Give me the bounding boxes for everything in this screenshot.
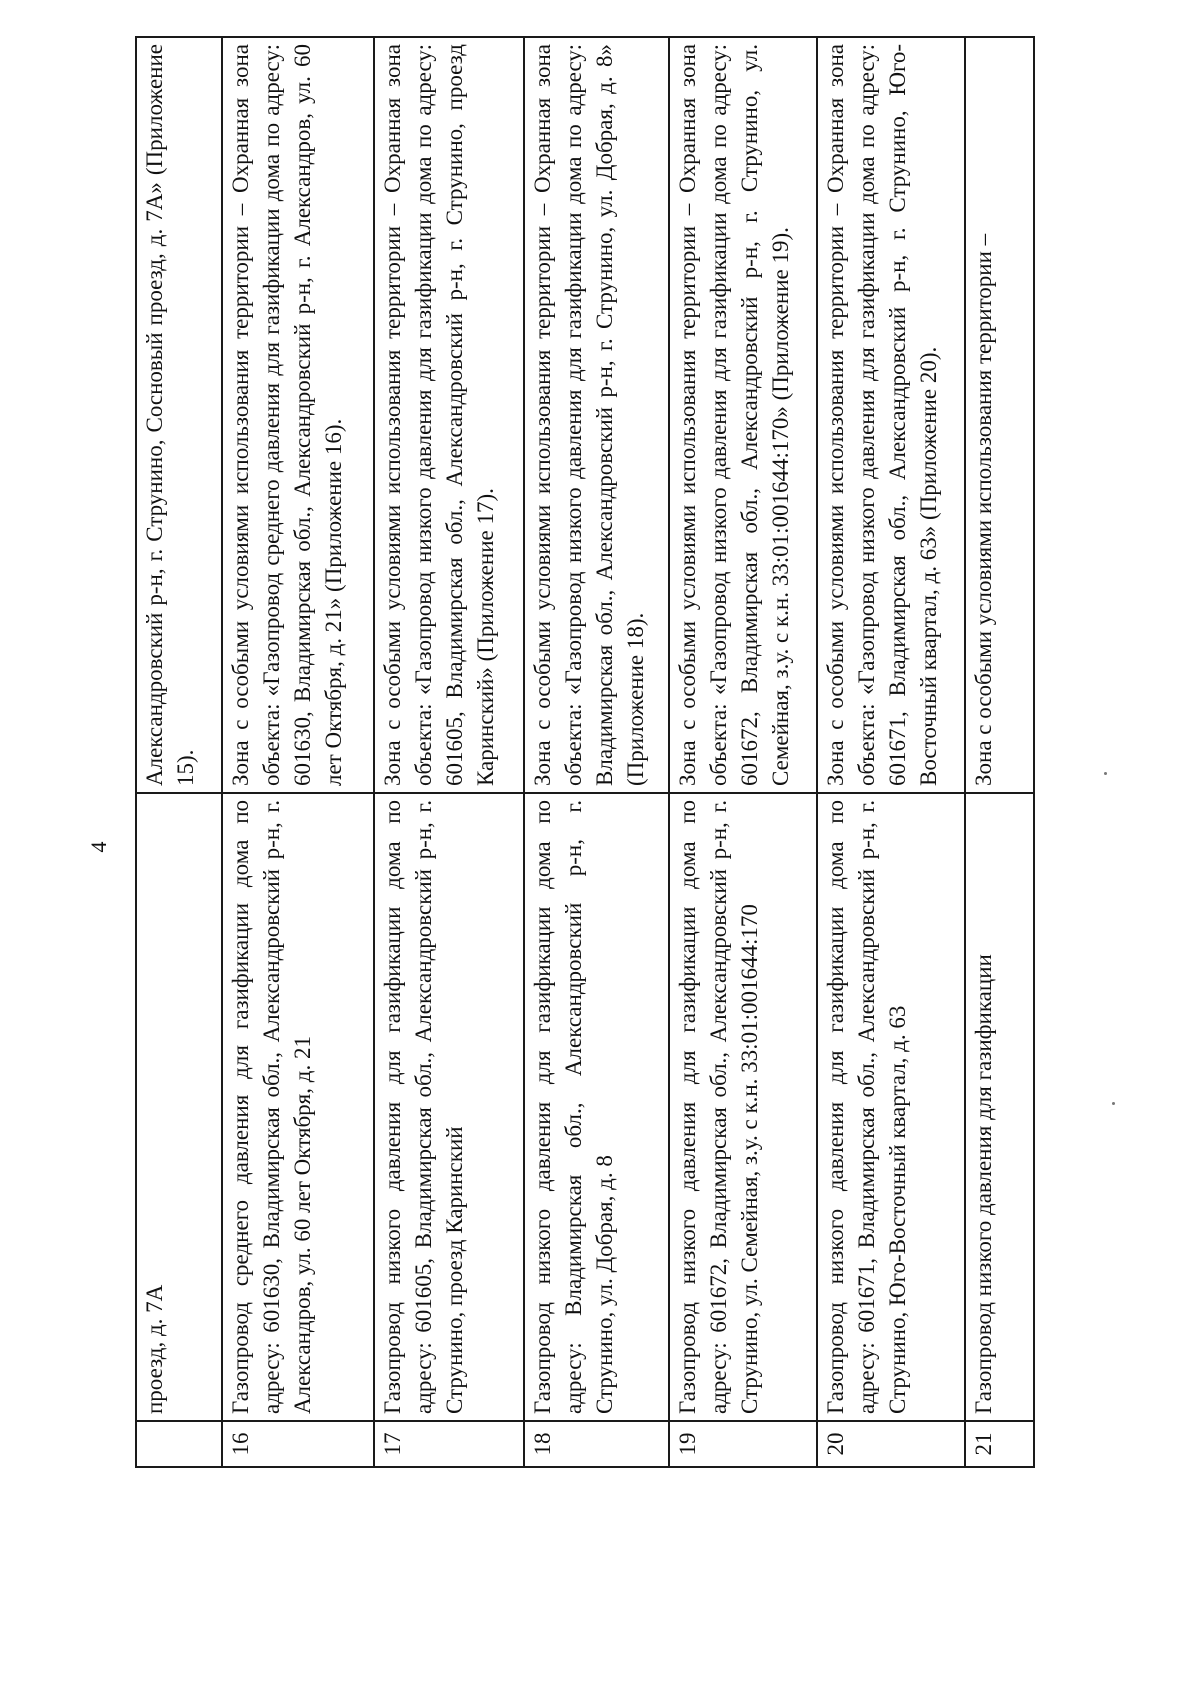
object-description-cell: Газопровод среднего давления для газификации дома по адресу: 601630, Владимирская обл., Александровский р-н, г. Александров, ул. 60 лет Октября, д. 21 (222, 793, 374, 1421)
registry-table (135, 36, 1035, 1468)
object-description-cell: Газопровод низкого давления для газификации дома по адресу: 601672, Владимирская обл., Александровский р-н, г. Струнино, ул. Семейная, з.у. с к.н. 33:01:001644:170 (669, 793, 817, 1421)
row-number-cell: 18 (524, 1421, 669, 1467)
table-row (222, 37, 374, 1467)
row-number-cell (136, 1421, 222, 1467)
zone-description-cell: Зона с особыми условиями использования территории – Охранная зона объекта: «Газопровод низкого давления для газификации дома по адресу: 601671, Владимирская обл., Александровский р-н, г. Струнино, Юго-Восточный квартал, д. 63» (Приложение 20). (817, 37, 965, 793)
object-description-cell: проезд, д. 7А (136, 793, 222, 1421)
row-number-cell: 21 (965, 1421, 1034, 1467)
zone-description-cell: Зона с особыми условиями использования территории – Охранная зона объекта: «Газопровод среднего давления для газификации дома по адресу: 601630, Владимирская обл., Александровский р-н, г. Александров, ул. 60 лет Октября, д. 21» (Приложение 16). (222, 37, 374, 793)
table-row (817, 37, 965, 1467)
zone-description-cell: Зона с особыми условиями использования территории – Охранная зона объекта: «Газопровод низкого давления для газификации дома по адресу: 601605, Владимирская обл., Александровский р-н, г. Струнино, проезд Каринский» (Приложение 17). (374, 37, 524, 793)
object-description-cell: Газопровод низкого давления для газификации дома по адресу: Владимирская обл., Александровский р-н, г. Струнино, ул. Добрая, д. 8 (524, 793, 669, 1421)
table-row (374, 37, 524, 1467)
table-row (524, 37, 669, 1467)
rotated-table-wrapper (135, 38, 1033, 1468)
page-number: 4 (86, 841, 111, 853)
table-row (136, 37, 222, 1467)
zone-description-cell: Зона с особыми условиями использования территории – Охранная зона объекта: «Газопровод низкого давления для газификации дома по адресу: Владимирская обл., Александровский р-н, г. Струнино, ул. Добрая, д. 8» (Приложение 18). (524, 37, 669, 793)
zone-description-cell: Зона с особыми условиями использования территории – Охранная зона объекта: «Газопровод низкого давления для газификации дома по адресу: 601672, Владимирская обл., Александровский р-н, г. Струнино, ул. Семейная, з.у. с к.н. 33:01:001644:170» (Приложение 19). (669, 37, 817, 793)
table-row (965, 37, 1034, 1467)
scan-speck (1112, 1102, 1115, 1105)
row-number-cell: 19 (669, 1421, 817, 1467)
object-description-cell: Газопровод низкого давления для газификации дома по адресу: 601671, Владимирская обл., Александровский р-н, г. Струнино, Юго-Восточный квартал, д. 63 (817, 793, 965, 1421)
table-row (669, 37, 817, 1467)
object-description-cell: Газопровод низкого давления для газификации дома по адресу: 601605, Владимирская обл., Александровский р-н, г. Струнино, проезд Каринский (374, 793, 524, 1421)
zone-description-cell: Александровский р-н, г. Струнино, Сосновый проезд, д. 7А» (Приложение 15). (136, 37, 222, 793)
zone-description-cell: Зона с особыми условиями использования территории – (965, 37, 1034, 793)
row-number-cell: 20 (817, 1421, 965, 1467)
row-number-cell: 17 (374, 1421, 524, 1467)
scan-speck (1104, 772, 1107, 775)
row-number-cell: 16 (222, 1421, 374, 1467)
object-description-cell: Газопровод низкого давления для газификации (965, 793, 1034, 1421)
